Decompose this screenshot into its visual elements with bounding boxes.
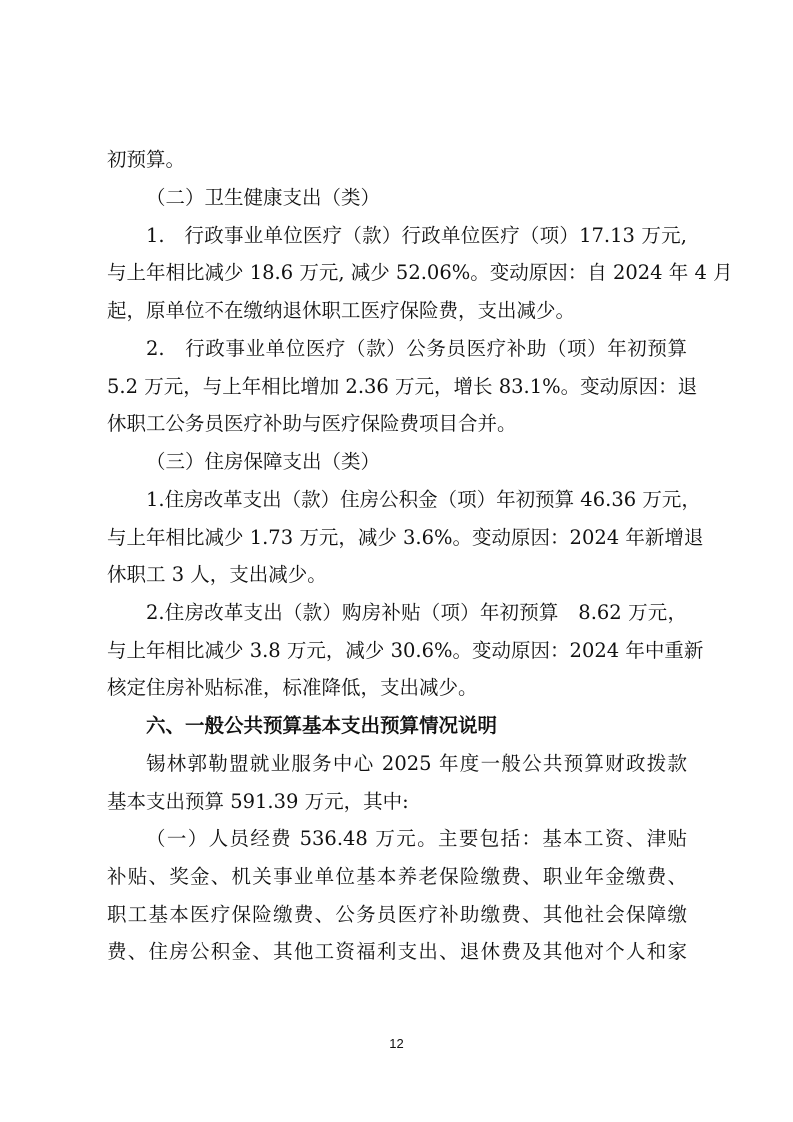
- chapter-heading: 六、一般公共预算基本支出预算情况说明: [146, 714, 498, 737]
- body-line: 与上年相比减少 1.73 万元，减少 3.6%。变动原因：2024 年新增退: [107, 526, 704, 549]
- body-line: 休职工公务员医疗补助与医疗保险费项目合并。: [107, 412, 517, 435]
- section-heading: （三）住房保障支出（类）: [146, 450, 381, 473]
- body-line: （一）人员经费 536.48 万元。主要包括：基本工资、津贴: [146, 827, 687, 850]
- body-line: 5.2 万元，与上年相比增加 2.36 万元，增长 83.1%。变动原因：退: [107, 375, 698, 398]
- body-line: 与上年相比减少 18.6 万元, 减少 52.06%。变动原因：自 2024 年 4 月: [107, 261, 733, 284]
- body-line: 与上年相比减少 3.8 万元，减少 30.6%。变动原因：2024 年中重新: [107, 639, 704, 662]
- section-heading: （二）卫生健康支出（类）: [146, 186, 381, 209]
- body-line: 初预算。: [107, 148, 186, 171]
- body-line: 费、住房公积金、其他工资福利支出、退休费及其他对个人和家: [107, 940, 687, 963]
- body-line: 锡林郭勒盟就业服务中心 2025 年度一般公共预算财政拨款: [146, 752, 687, 775]
- body-line: 2.住房改革支出（款）购房补贴（项）年初预算 8.62 万元，: [146, 601, 687, 624]
- body-line: 核定住房补贴标准，标准降低，支出减少。: [107, 676, 478, 699]
- body-line: 补贴、奖金、机关事业单位基本养老保险缴费、职业年金缴费、: [107, 865, 687, 888]
- body-line: 基本支出预算 591.39 万元，其中:: [107, 790, 409, 813]
- body-line: 1.住房改革支出（款）住房公积金（项）年初预算 46.36 万元，: [146, 488, 701, 511]
- body-line: 1. 行政事业单位医疗（款）行政单位医疗（项）17.13 万元,: [146, 224, 687, 247]
- body-line: 2. 行政事业单位医疗（款）公务员医疗补助（项）年初预算: [146, 337, 687, 360]
- body-line: 职工基本医疗保险缴费、公务员医疗补助缴费、其他社会保障缴: [107, 903, 687, 926]
- body-line: 休职工 3 人，支出减少。: [107, 563, 327, 586]
- body-line: 起，原单位不在缴纳退休职工医疗保险费，支出减少。: [107, 299, 576, 322]
- page-number: 12: [389, 1036, 404, 1051]
